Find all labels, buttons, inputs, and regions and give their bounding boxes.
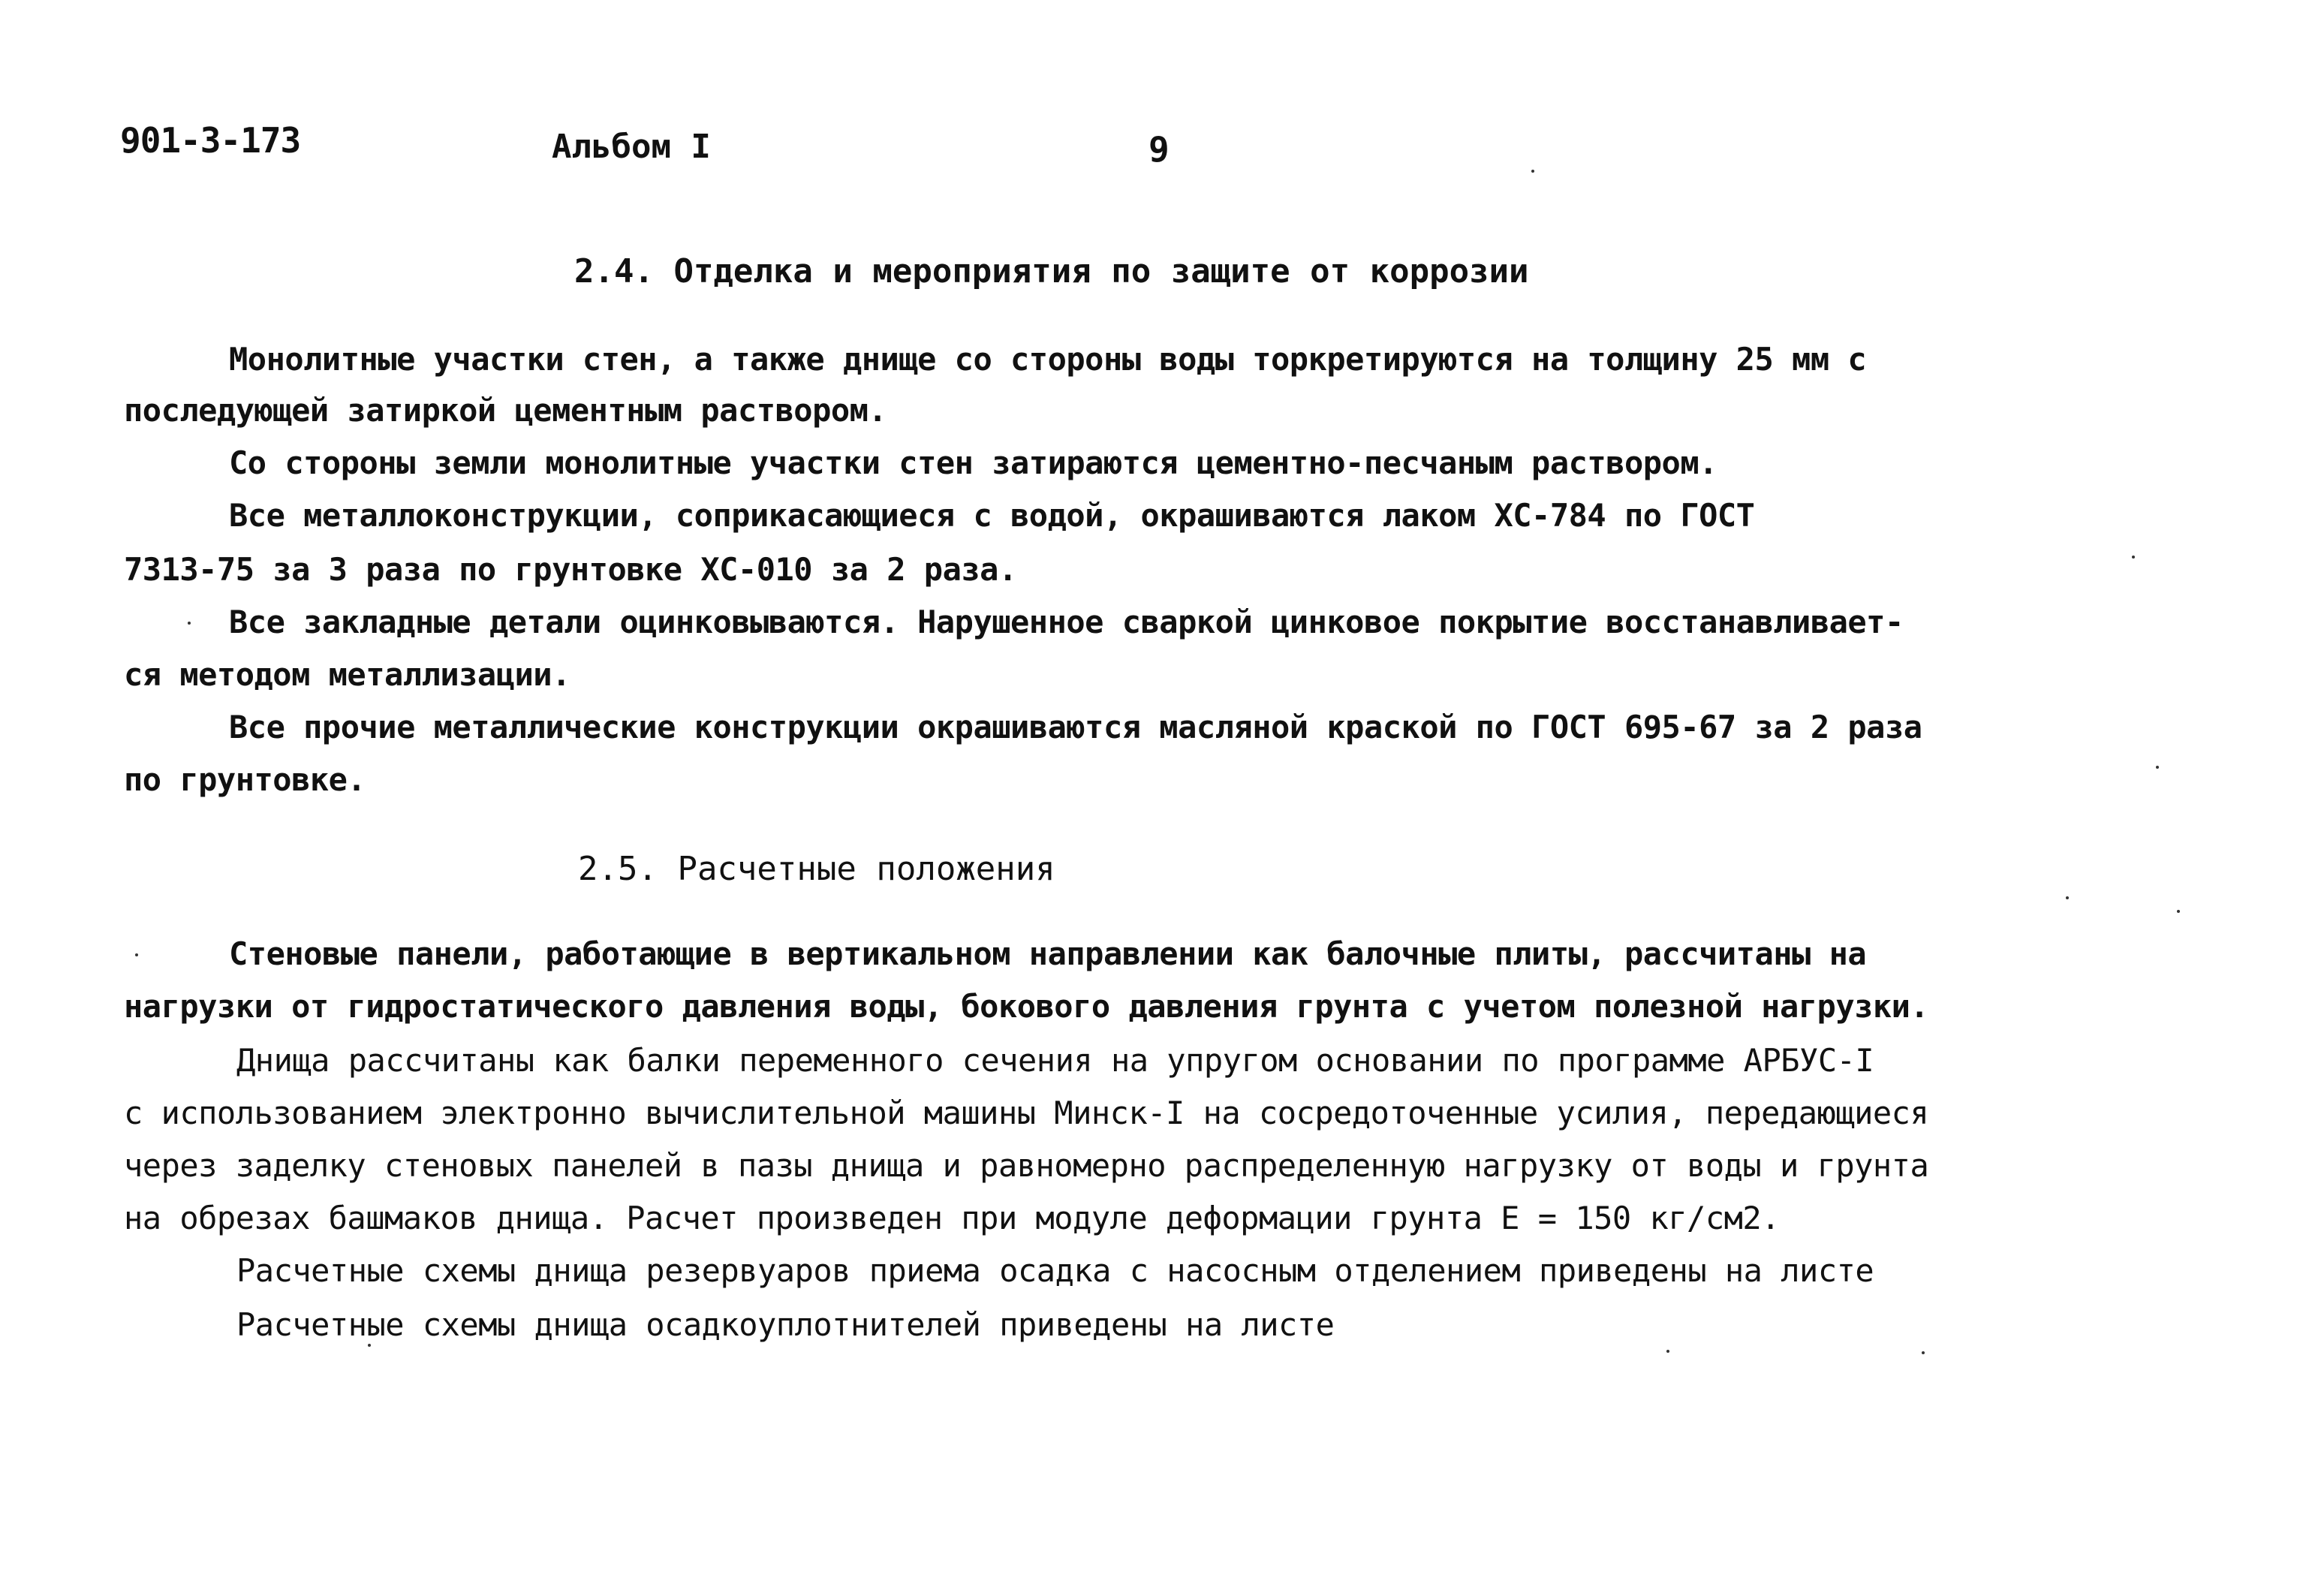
scan-speck: [2177, 910, 2180, 913]
paragraph-line: Все прочие металлические конструкции окрашиваются масляной краской по ГОСТ 695-67 за 2 раза: [229, 709, 1922, 745]
scan-speck: [2156, 766, 2159, 769]
page-number: 9: [1148, 129, 1170, 170]
paragraph-line: нагрузки от гидростатического давления воды, бокового давления грунта с учетом полезной нагрузки.: [124, 988, 1929, 1025]
paragraph-line: через заделку стеновых панелей в пазы днища и равномерно распределенную нагрузку от воды и грунта: [124, 1147, 1929, 1184]
document-code: 901-3-173: [120, 120, 301, 161]
scan-speck: [135, 953, 138, 956]
paragraph-line: Расчетные схемы днища резервуаров приема осадка с насосным отделением приведены на листе: [236, 1252, 1874, 1289]
section-heading-2-5: 2.5. Расчетные положения: [578, 850, 1055, 888]
scan-speck: [2132, 556, 2135, 559]
scan-speck: [1531, 170, 1534, 173]
paragraph-line: на обрезах башмаков днища. Расчет произведен при модуле деформации грунта Е = 150 кг/см2.: [124, 1200, 1780, 1236]
scan-speck: [1666, 1350, 1669, 1353]
paragraph-line: с использованием электронно вычислительной машины Минск-I на сосредоточенные усилия, передающиеся: [124, 1095, 1929, 1131]
paragraph-line: ся методом металлизации.: [124, 656, 570, 693]
paragraph-line: Со стороны земли монолитные участки стен затираются цементно-песчаным раствором.: [229, 444, 1717, 481]
scan-speck: [2066, 896, 2069, 899]
paragraph-line: Все закладные детали оцинковываются. Нарушенное сваркой цинковое покрытие восстанавливает-: [229, 604, 1904, 640]
paragraph-line: последующей затиркой цементным раствором.: [124, 392, 887, 429]
paragraph-line: 7313-75 за 3 раза по грунтовке ХС-010 за 2 раза.: [124, 551, 1017, 588]
paragraph-line: Днища рассчитаны как балки переменного сечения на упругом основании по программе АРБУС-I: [236, 1042, 1874, 1079]
scan-speck: [1922, 1351, 1925, 1354]
section-heading-2-4: 2.4. Отделка и мероприятия по защите от коррозии: [574, 252, 1529, 291]
paragraph-line: Стеновые панели, работающие в вертикальном направлении как балочные плиты, рассчитаны на: [229, 935, 1867, 972]
paragraph-line: Все металлоконструкции, соприкасающиеся с водой, окрашиваются лаком ХС-784 по ГОСТ: [229, 497, 1755, 534]
paragraph-line: Монолитные участки стен, а также днище со стороны воды торкретируются на толщину 25 мм с: [229, 341, 1867, 378]
scan-speck: [368, 1344, 371, 1347]
paragraph-line: по грунтовке.: [124, 761, 366, 798]
album-label: Альбом I: [552, 128, 711, 166]
scan-speck: [188, 622, 191, 625]
paragraph-line: Расчетные схемы днища осадкоуплотнителей приведены на листе: [236, 1306, 1335, 1343]
